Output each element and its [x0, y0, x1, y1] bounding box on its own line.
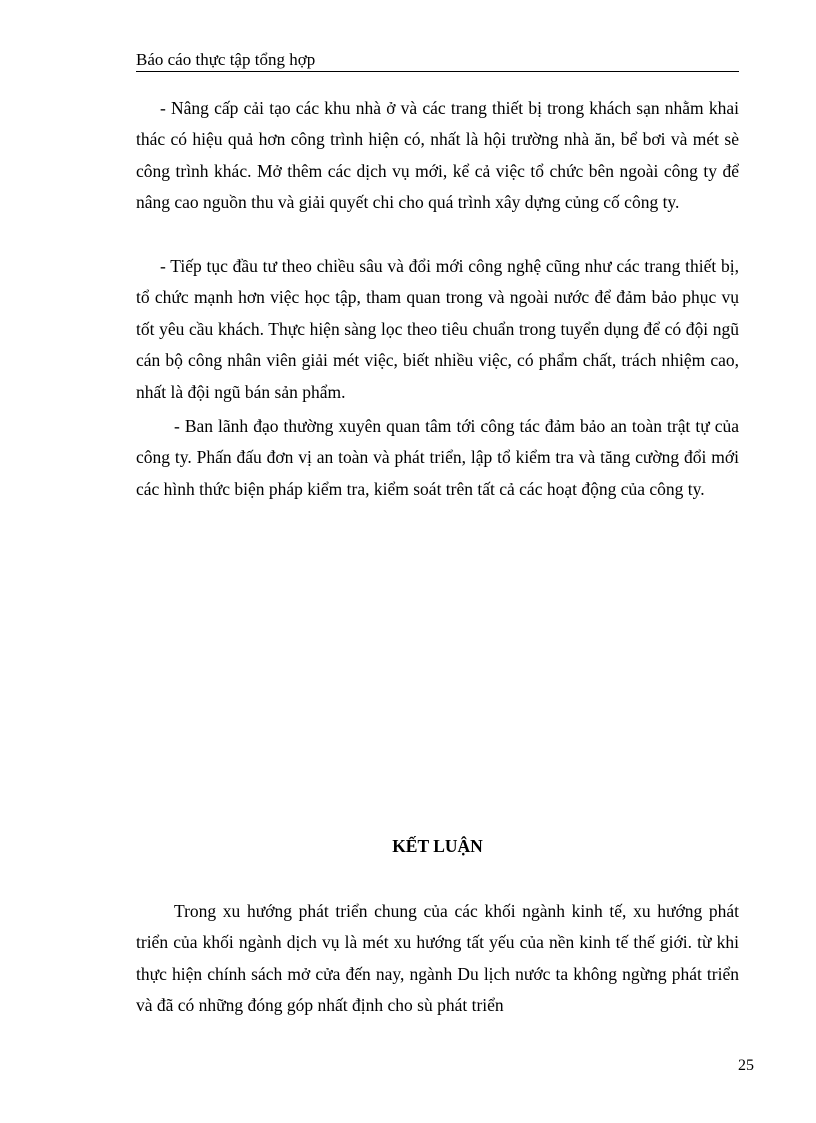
paragraph-upgrade-facilities: - Nâng cấp cải tạo các khu nhà ở và các trang thiết bị trong khách sạn nhằm khai thác có hiệu quả hơn công trình hiện có, nhất là hội trường nhà ăn, bể bơi và mét sè công trình khác. Mở thêm các dịch vụ mới, kể cả việc tổ chức bên ngoài công ty để nâng cao nguồn thu và giải quyết chi cho quá trình xây dựng củng cố công ty. — [136, 98, 739, 213]
conclusion-heading: KẾT LUẬN — [392, 836, 483, 856]
page-header: Báo cáo thực tập tổng hợp — [136, 50, 739, 72]
page-number: 25 — [738, 1057, 754, 1074]
conclusion-paragraph: Trong xu hướng phát triển chung của các khối ngành kinh tế, xu hướng phát triển của khối ngành dịch vụ là mét xu hướng tất yếu của nền kinh tế thế giới. từ khi thực hiện chính sách mở cửa đến nay, ngành Du lịch nước ta không ngừng phát triển và đã có những đóng góp nhất định cho sù phát triển — [136, 901, 739, 1016]
paragraph-security-order: - Ban lãnh đạo thường xuyên quan tâm tới công tác đảm bảo an toàn trật tự của công ty. Phấn đấu đơn vị an toàn và phát triển, lập tổ kiểm tra và tăng cường đổi mới các hình thức biện pháp kiểm tra, kiểm soát trên tất cả các hoạt động của công ty. — [136, 416, 739, 499]
paragraph-investment-technology: - Tiếp tục đầu tư theo chiều sâu và đổi mới công nghệ cũng như các trang thiết bị, tổ chức mạnh hơn việc học tập, tham quan trong và ngoài nước để đảm bảo phục vụ tốt yêu cầu khách. Thực hiện sàng lọc theo tiêu chuẩn trong tuyển dụng để có đội ngũ cán bộ công nhân viên giải mét việc, biết nhiều việc, có phẩm chất, trách nhiệm cao, nhất là đội ngũ bán sản phẩm. — [136, 256, 739, 402]
